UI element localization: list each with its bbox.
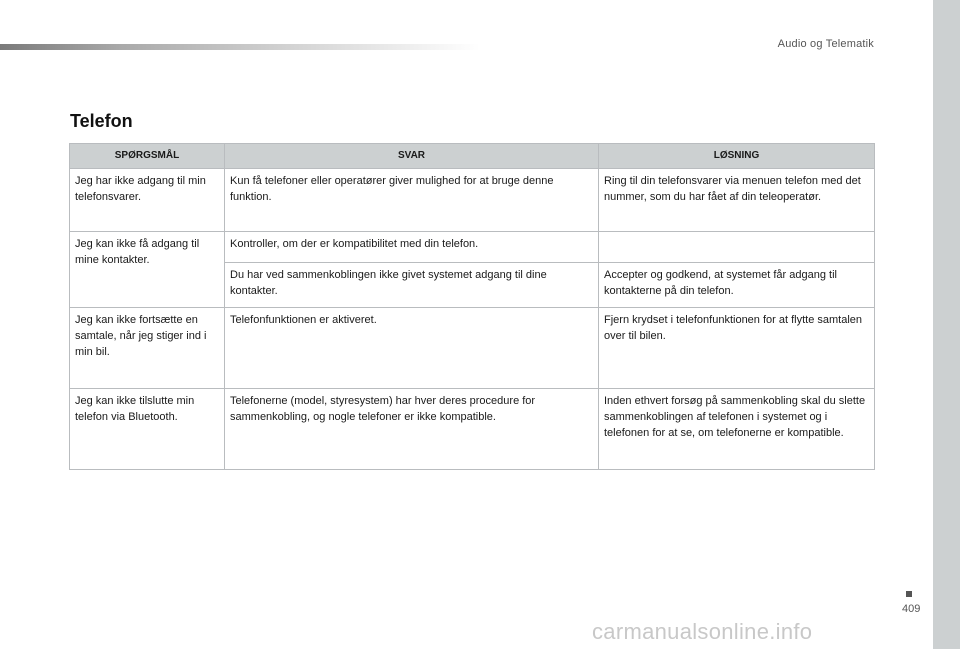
table-row (70, 169, 875, 232)
table-row (70, 232, 875, 263)
answer-cell: Telefonerne (model, styresystem) har hver deres procedure for sammenkobling, og nogle telefoner er ikke kompatible. (225, 389, 599, 470)
question-cell: Jeg kan ikke fortsætte en samtale, når jeg stiger ind i min bil. (70, 308, 225, 389)
solution-cell: Fjern krydset i telefonfunktionen for at flytte samtalen over til bilen. (599, 308, 875, 389)
table-row (70, 389, 875, 470)
answer-cell: Du har ved sammenkoblingen ikke givet systemet adgang til dine kontakter. (225, 263, 599, 308)
answer-cell: Telefonfunktionen er aktiveret. (225, 308, 599, 389)
column-header-question: SPØRGSMÅL (70, 144, 225, 169)
solution-cell: Accepter og godkend, at systemet får adgang til kontakterne på din telefon. (599, 263, 875, 308)
page-number: 409 (902, 603, 921, 615)
question-cell: Jeg kan ikke tilslutte min telefon via Bluetooth. (70, 389, 225, 470)
faq-table (69, 143, 875, 470)
chapter-title: Audio og Telematik (777, 38, 874, 50)
header-gradient-bar (0, 44, 480, 50)
page-marker-icon (906, 591, 912, 597)
answer-cell: Kontroller, om der er kompatibilitet med din telefon. (225, 232, 599, 263)
section-title: Telefon (70, 111, 133, 131)
solution-cell: Ring til din telefonsvarer via menuen telefon med det nummer, som du har fået af din teleoperatør. (599, 169, 875, 232)
side-strip (933, 0, 960, 649)
table-header-row (70, 144, 875, 169)
solution-cell: Inden ethvert forsøg på sammenkobling skal du slette sammenkoblingen af telefonen i systemet og i telefonen for at se, om telefonerne er kompatible. (599, 389, 875, 470)
solution-cell (599, 232, 875, 263)
watermark: carmanualsonline.info (592, 619, 813, 644)
answer-cell: Kun få telefoner eller operatører giver mulighed for at bruge denne funktion. (225, 169, 599, 232)
table-row (70, 308, 875, 389)
question-cell: Jeg kan ikke få adgang til mine kontakter. (70, 232, 225, 308)
column-header-solution: LØSNING (599, 144, 875, 169)
column-header-answer: SVAR (225, 144, 599, 169)
question-cell: Jeg har ikke adgang til min telefonsvarer. (70, 169, 225, 232)
